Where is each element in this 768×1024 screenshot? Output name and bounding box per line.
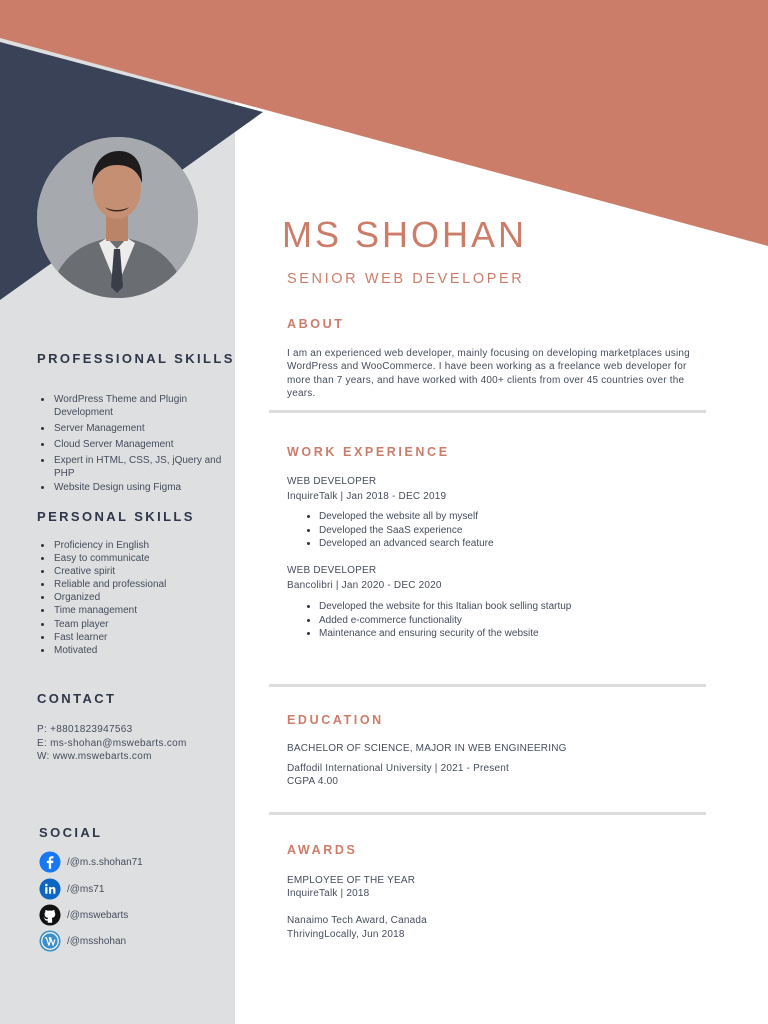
social-handle: /@m.s.shohan71 bbox=[67, 856, 143, 868]
list-item: Creative spirit bbox=[40, 565, 230, 578]
list-item: Easy to communicate bbox=[40, 552, 230, 565]
list-item: Developed the website for this Italian book selling startup bbox=[307, 600, 571, 614]
social-handle: /@msshohan bbox=[67, 935, 127, 947]
education-degree: BACHELOR OF SCIENCE, MAJOR IN WEB ENGINEERING bbox=[287, 743, 567, 754]
education-school-period: Daffodil International University | 2021 - Present bbox=[287, 763, 509, 774]
list-item: Maintenance and ensuring security of the website bbox=[307, 627, 571, 641]
list-item: Developed an advanced search feature bbox=[307, 537, 494, 551]
list-item: Developed the website all by myself bbox=[307, 510, 494, 524]
personal-skills-list bbox=[40, 539, 230, 657]
about-heading: ABOUT bbox=[287, 317, 345, 331]
job-responsibilities bbox=[307, 600, 571, 641]
about-text: I am an experienced web developer, mainly focusing on developing marketplaces using WordPress and WooCommerce. I have been working as a freelance web developer for more than 7 years, and have worked with 400+ clients from over 45 countries over the years. bbox=[287, 348, 690, 400]
professional-skills-list bbox=[40, 393, 230, 497]
list-item: Server Management bbox=[40, 422, 230, 435]
contact-website[interactable]: W: www.mswebarts.com bbox=[37, 751, 152, 762]
list-item: Motivated bbox=[40, 644, 230, 657]
facebook-icon bbox=[39, 851, 61, 873]
work-experience-heading: WORK EXPERIENCE bbox=[287, 445, 450, 459]
job-responsibilities bbox=[307, 510, 494, 551]
contact-email[interactable]: E: ms-shohan@mswebarts.com bbox=[37, 737, 187, 749]
wordpress-icon bbox=[39, 930, 61, 952]
list-item: Expert in HTML, CSS, JS, jQuery and PHP bbox=[40, 454, 230, 480]
list-item: Developed the SaaS experience bbox=[307, 524, 494, 538]
education-cgpa: CGPA 4.00 bbox=[287, 776, 339, 787]
job-title: SENIOR WEB DEVELOPER bbox=[287, 271, 525, 287]
job-role: WEB DEVELOPER bbox=[287, 476, 377, 487]
list-item: Proficiency in English bbox=[40, 539, 230, 552]
contact-phone[interactable]: P: +8801823947563 bbox=[37, 724, 133, 735]
list-item: Time management bbox=[40, 604, 230, 617]
job-company-period: Bancolibri | Jan 2020 - DEC 2020 bbox=[287, 580, 442, 591]
section-divider bbox=[269, 410, 706, 413]
awards-heading: AWARDS bbox=[287, 843, 358, 857]
social-handle: /@mswebarts bbox=[67, 909, 129, 921]
social-link-linkedin[interactable] bbox=[39, 878, 104, 900]
list-item: WordPress Theme and Plugin Development bbox=[40, 393, 230, 419]
social-heading: SOCIAL bbox=[39, 825, 103, 840]
job-role: WEB DEVELOPER bbox=[287, 565, 377, 576]
social-link-facebook[interactable] bbox=[39, 851, 143, 873]
list-item: Reliable and professional bbox=[40, 578, 230, 591]
contact-details bbox=[37, 723, 187, 764]
education-heading: EDUCATION bbox=[287, 713, 384, 727]
award-detail: InquireTalk | 2018 bbox=[287, 888, 370, 899]
professional-skills-heading: PROFESSIONAL SKILLS bbox=[37, 351, 235, 366]
job-company-period: InquireTalk | Jan 2018 - DEC 2019 bbox=[287, 491, 447, 502]
list-item: Team player bbox=[40, 618, 230, 631]
profile-photo bbox=[37, 137, 198, 298]
linkedin-icon bbox=[39, 878, 61, 900]
list-item: Added e-commerce functionality bbox=[307, 614, 571, 628]
section-divider bbox=[269, 812, 706, 815]
list-item: Cloud Server Management bbox=[40, 438, 230, 451]
list-item: Website Design using Figma bbox=[40, 481, 230, 494]
social-handle: /@ms71 bbox=[67, 883, 105, 895]
resume-name: MS SHOHAN bbox=[282, 214, 528, 255]
contact-heading: CONTACT bbox=[37, 691, 117, 706]
award-detail: ThrivingLocally, Jun 2018 bbox=[287, 929, 405, 940]
award-title: EMPLOYEE OF THE YEAR bbox=[287, 875, 416, 886]
social-link-wordpress[interactable] bbox=[39, 930, 126, 952]
social-link-github[interactable] bbox=[39, 904, 128, 926]
github-icon bbox=[39, 904, 61, 926]
list-item: Fast learner bbox=[40, 631, 230, 644]
section-divider bbox=[269, 684, 706, 687]
award-title: Nanaimo Tech Award, Canada bbox=[287, 915, 427, 926]
list-item: Organized bbox=[40, 591, 230, 604]
personal-skills-heading: PERSONAL SKILLS bbox=[37, 509, 195, 524]
avatar bbox=[37, 137, 198, 298]
